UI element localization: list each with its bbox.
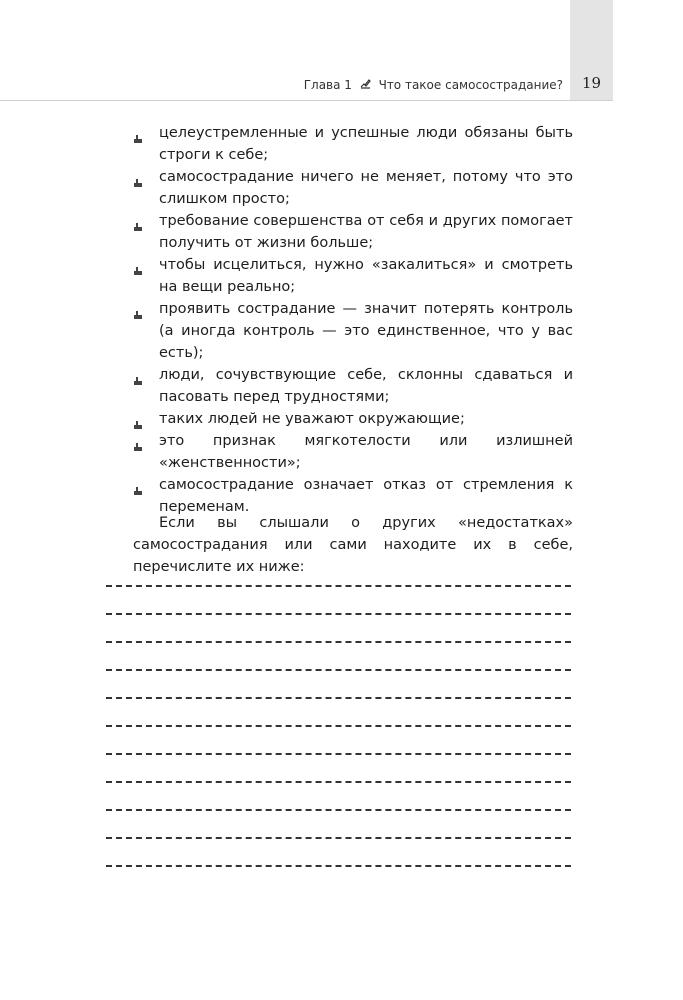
answer-line[interactable] <box>106 612 571 615</box>
list-item-text: самосострадание ничего не меняет, потому что это слишком просто; <box>159 169 573 207</box>
list-item <box>133 166 573 210</box>
list-item <box>133 298 573 364</box>
hand-pointing-icon <box>133 129 143 139</box>
chapter-label: Глава 1 <box>303 78 352 92</box>
running-head <box>304 78 563 92</box>
hand-pointing-icon <box>133 437 143 447</box>
chapter-title: Что такое самосострадание? <box>378 78 563 92</box>
list-item-text: таких людей не уважают окружающие; <box>159 411 465 427</box>
list-item <box>133 122 573 166</box>
list-item-text: требование совершенства от себя и других помогает получить от жизни больше; <box>159 213 573 251</box>
header-divider <box>0 100 613 101</box>
hand-pointing-icon <box>133 173 143 183</box>
exercise-prompt: Если вы слышали о других «недостатках» самосострадания или сами находите их в себе, перечислите их ниже: <box>133 515 573 575</box>
list-item-text: самосострадание означает отказ от стремления к переменам. <box>159 477 573 515</box>
list-item-text: чтобы исцелиться, нужно «закалиться» и смотреть на вещи реально; <box>159 257 573 295</box>
answer-line[interactable] <box>106 808 571 811</box>
list-item <box>133 408 573 430</box>
hand-pointing-icon <box>133 481 143 491</box>
answer-line[interactable] <box>106 640 571 643</box>
hand-pointing-icon <box>133 217 143 227</box>
list-item-text: это признак мягкотелости или излишней «женственности»; <box>159 433 573 471</box>
answer-line[interactable] <box>106 780 571 783</box>
list-item-text: целеустремленные и успешные люди обязаны быть строги к себе; <box>159 125 573 163</box>
answer-line[interactable] <box>106 584 571 587</box>
list-item <box>133 210 573 254</box>
hand-pointing-icon <box>133 371 143 381</box>
page-number: 19 <box>581 74 602 92</box>
list-item-text: проявить сострадание — значит потерять контроль (а иногда контроль — это единственное, что у вас есть); <box>159 301 573 361</box>
answer-line[interactable] <box>106 864 571 867</box>
hand-pointing-icon <box>133 415 143 425</box>
list-item <box>133 254 573 298</box>
hand-writing-icon <box>360 78 371 92</box>
bullet-list <box>133 122 573 518</box>
answer-line[interactable] <box>106 836 571 839</box>
answer-line[interactable] <box>106 752 571 755</box>
list-item-text: люди, сочувствующие себе, склонны сдаваться и пасовать перед трудностями; <box>159 367 573 405</box>
answer-lines[interactable] <box>106 584 571 892</box>
hand-pointing-icon <box>133 261 143 271</box>
answer-line[interactable] <box>106 724 571 727</box>
list-item <box>133 364 573 408</box>
list-item <box>133 430 573 474</box>
answer-line[interactable] <box>106 696 571 699</box>
hand-pointing-icon <box>133 305 143 315</box>
answer-line[interactable] <box>106 668 571 671</box>
